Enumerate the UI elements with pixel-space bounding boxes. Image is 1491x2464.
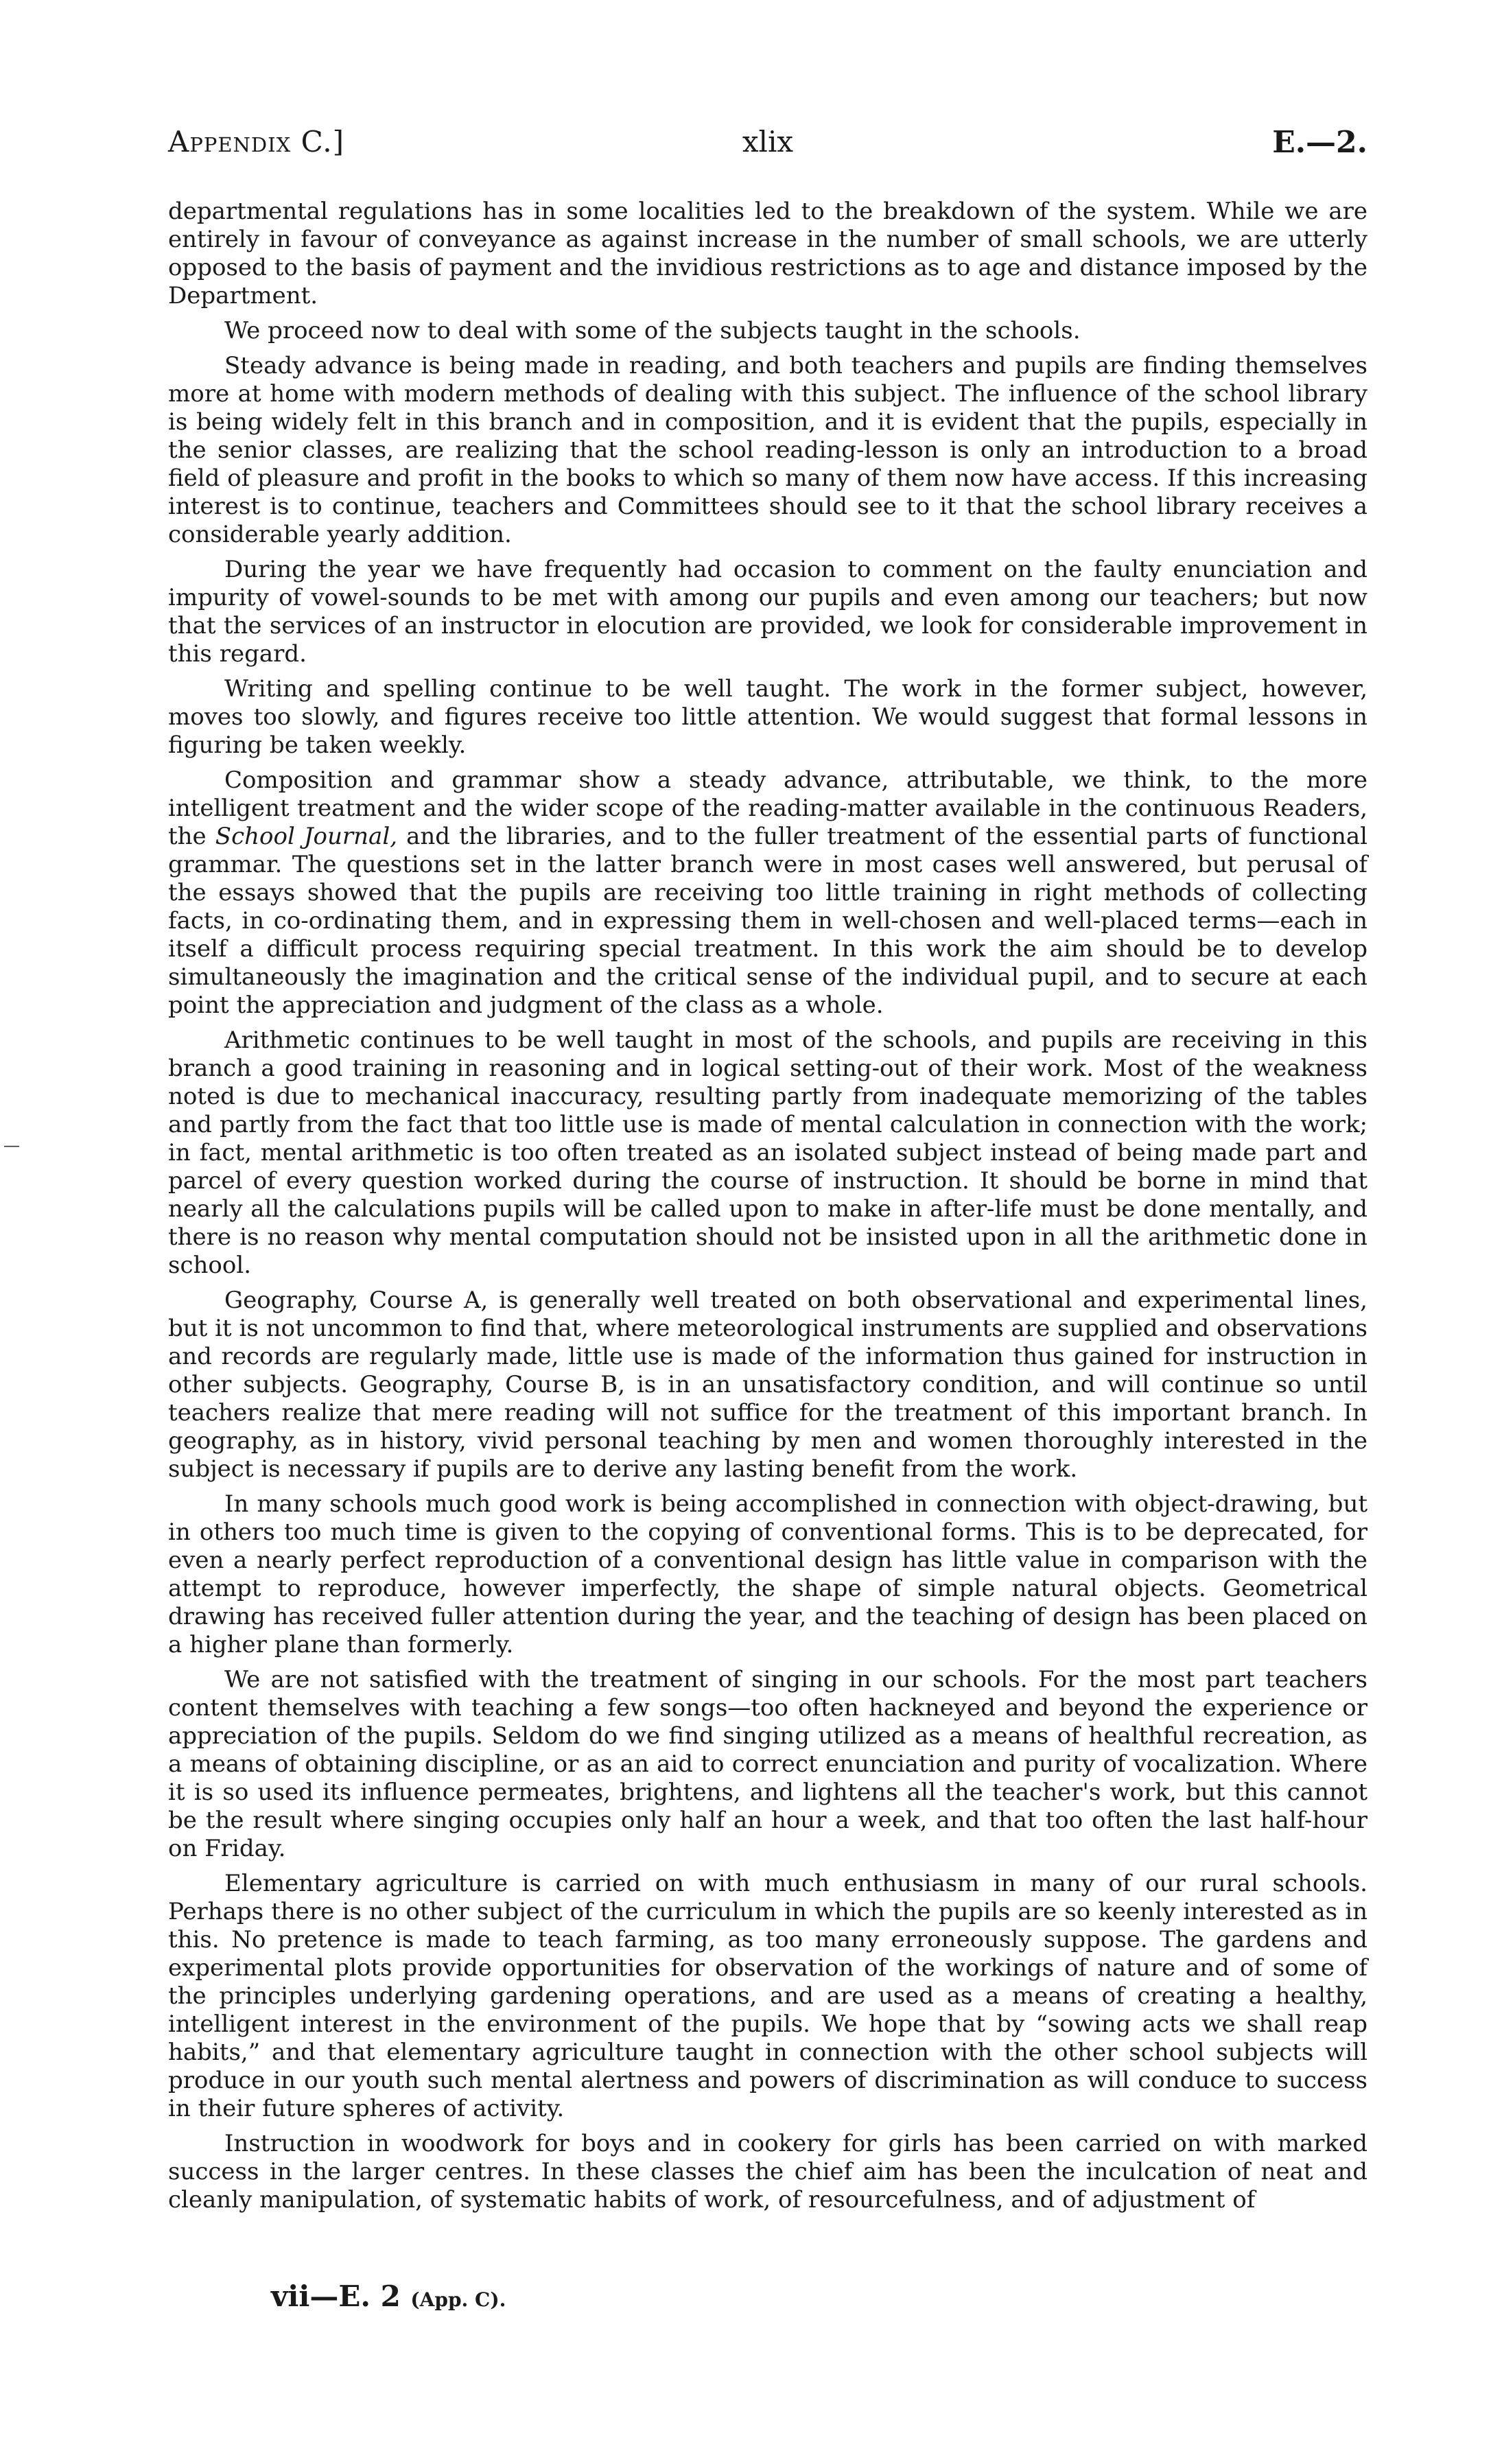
- paragraph-arithmetic: Arithmetic continues to be well taught in most of the schools, and pupils are receiving in this branch a good training in reasoning and in logical setting-out of their work. Most of the weakness noted is due to mechanical inaccuracy, resulting partly from inadequate memorizing of the tables and partly from the fact that too little use is made of mental calculation in connection with the work; in fact, mental arithmetic is too often treated as an isolated subject instead of being made part and parcel of every question worked during the course of instruction. It should be borne in mind that nearly all the calculations pupils will be called upon to make in after-life must be done mentally, and there is no reason why mental computation should not be insisted upon in all the arithmetic done in school.: [168, 1026, 1367, 1279]
- paragraph-composition-grammar: [168, 766, 1367, 1020]
- document-code: E.—2.: [1272, 125, 1367, 160]
- composition-text-b: and the libraries, and to the fuller treatment of the essential parts of functional grammar. The questions set in the latter branch were in most cases well answered, but perusal of the essays showed that the pupils are receiving too little training in right methods of collecting facts, in co-ordinating them, and in expressing them in well-chosen and well-placed terms—each in itself a difficult process requiring special treatment. In this work the aim should be to develop simultaneously the imagination and the critical sense of the individual pupil, and to secure at each point the appreciation and judgment of the class as a whole.: [168, 823, 1367, 1019]
- paragraph-drawing: In many schools much good work is being accomplished in connection with object-drawing, but in others too much time is given to the copying of conventional forms. This is to be deprecated, for even a nearly perfect reproduction of a conventional design has little value in comparison with the attempt to reproduce, however imperfectly, the shape of simple natural objects. Geometrical drawing has received fuller attention during the year, and the teaching of design has been placed on a higher plane than formerly.: [168, 1490, 1367, 1658]
- margin-mark: —: [3, 1136, 20, 1155]
- paragraph-elocution: During the year we have frequently had occasion to comment on the faulty enunciation and impurity of vowel-sounds to be met with among our pupils and even among our teachers; but now that the services of an instructor in elocution are provided, we look for considerable improvement in this regard.: [168, 556, 1367, 668]
- paragraph-subjects-intro: We proceed now to deal with some of the subjects taught in the schools.: [224, 317, 1081, 344]
- signature-mark: vii—E. 2: [271, 2279, 411, 2313]
- paragraph-woodwork-cookery: Instruction in woodwork for boys and in cookery for girls has been carried on with marked success in the larger centres. In these classes the chief aim has been the inculcation of neat and cleanly manipulation, of systematic habits of work, of resourcefulness, and of adjustment of: [168, 2130, 1367, 2214]
- paragraph-reading: Steady advance is being made in reading, and both teachers and pupils are finding themselves more at home with modern methods of dealing with this subject. The influence of the school library is being widely felt in this branch and in composition, and it is evident that the pupils, especially in the senior classes, are realizing that the school reading-lesson is only an introduction to a broad field of pleasure and profit in the books to which so many of them now have access. If this increasing interest is to continue, teachers and Committees should see to it that the school library receives a considerable yearly addition.: [168, 352, 1367, 548]
- paragraph-singing: We are not satisfied with the treatment of singing in our schools. For the most part teachers content themselves with teaching a few songs—too often hackneyed and beyond the experience or appreciation of the pupils. Seldom do we find singing utilized as a means of healthful recreation, as a means of obtaining discipline, or as an aid to correct enunciation and purity of vocalization. Where it is so used its influence permeates, brightens, and lightens all the teacher's work, but this cannot be the result where singing occupies only half an hour a week, and that too often the last half-hour on Friday.: [168, 1666, 1367, 1862]
- page-header: [168, 125, 1367, 166]
- paragraph-writing-spelling: Writing and spelling continue to be well taught. The work in the former subject, however, moves too slowly, and figures receive too little attention. We would suggest that formal lessons in figuring be taken weekly.: [168, 675, 1367, 759]
- composition-text-a: Composition and grammar show a steady advance, attributable, we think, to the more intelligent treatment and the wider scope of the reading-matter available in the continuous Readers, the: [168, 766, 1367, 850]
- signature-mark-suffix: (App. C).: [410, 2288, 506, 2311]
- school-journal-title: School Journal,: [215, 823, 398, 850]
- page-number: xlix: [742, 125, 794, 159]
- paragraph-conveyance: departmental regulations has in some localities led to the breakdown of the system. While we are entirely in favour of conveyance as against increase in the number of small schools, we are utterly opposed to the basis of payment and the invidious restrictions as to age and distance imposed by the Department.: [168, 198, 1367, 309]
- paragraph-geography: Geography, Course A, is generally well treated on both observational and experimental lines, but it is not uncommon to find that, where meteorological instruments are supplied and observations and records are regularly made, little use is made of the information thus gained for instruction in other subjects. Geography, Course B, is in an unsatisfactory condition, and will continue so until teachers realize that mere reading will not suffice for the treatment of this important branch. In geography, as in history, vivid personal teaching by men and women thoroughly interested in the subject is necessary if pupils are to derive any lasting benefit from the work.: [168, 1287, 1367, 1483]
- body-text: [168, 198, 1367, 2221]
- appendix-label: Appendix C.]: [168, 125, 344, 159]
- paragraph-agriculture: Elementary agriculture is carried on with much enthusiasm in many of our rural schools. Perhaps there is no other subject of the curriculum in which the pupils are so keenly interested as in this. No pretence is made to teach farming, as too many erroneously suppose. The gardens and experimental plots provide opportunities for observation of the workings of nature and of some of the principles underlying gardening operations, and are used as a means of creating a healthy, intelligent interest in the environment of the pupils. We hope that by “sowing acts we shall reap habits,” and that elementary agriculture taught in connection with the other school subjects will produce in our youth such mental alertness and powers of discrimination as will conduce to success in their future spheres of activity.: [168, 1870, 1367, 2122]
- page-footer: [271, 2279, 506, 2313]
